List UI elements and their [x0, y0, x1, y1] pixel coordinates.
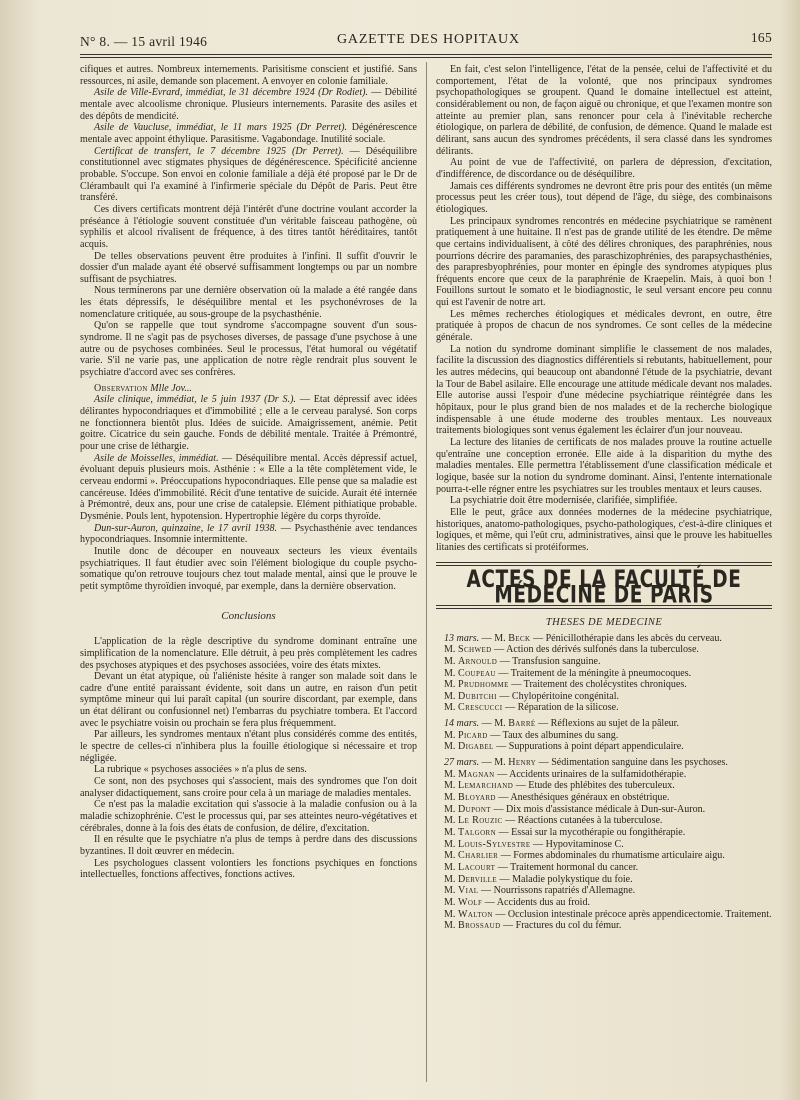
paragraph: Les psychologues classent volontiers les fonctions psychiques en fonctions intellectuelles, fonctions affectives, fonctions actives. [80, 857, 417, 881]
certificate-text: — Déséquilibre constitutionnel avec stigmates physiques de dégénérescence. Spécificité ancienne probable. S'occupe. Son envoi en colonie familiale a déjà été proposé par le Dr de Clérambault qui l'a examiné à l'infirmerie spéciale du Dépôt de Paris. Peut être transféré. [80, 145, 417, 204]
thesis-title: — Essai sur la mycothérapie ou fongithérapie. [496, 827, 686, 839]
thesis-entry: M. Schwed — Action des dérivés sulfonés dans la tuberculose. [444, 644, 699, 656]
thesis-entry: M. Picard — Taux des albumines du sang. [444, 729, 619, 741]
thesis-entry: M. Arnould — Transfusion sanguine. [444, 655, 601, 667]
certificate-source: Dun-sur-Auron, quinzaine, le 17 avril 1938. [94, 522, 278, 534]
paragraph: La psychiatrie doit être modernisée, clarifiée, simplifiée. [450, 495, 678, 507]
thesis-author: Louis-Sylvestre [457, 838, 531, 850]
thesis-title: — Traitement hormonal du cancer. [495, 862, 639, 873]
thesis-title: — Accidents urinaires de la sulfamidothérapie. [494, 768, 687, 780]
observation-label: Observation [94, 382, 148, 394]
thesis-title: — Occlusion intestinale précoce après appendicectomie. Traitement. [492, 908, 772, 920]
certificate-entry [80, 122, 417, 145]
thesis-entry: M. Walton — Occlusion intestinale précoce après appendicectomie. Traitement. [444, 908, 772, 920]
thesis-entry: M. Lemarchand — Etude des phlébites des tuberculeux. [444, 780, 675, 792]
thesis-author: Schwed [457, 644, 492, 656]
thesis-author: Barré [508, 718, 536, 730]
thesis-entry: M. Vial — Nourrissons rapatriés d'Allemagne. [444, 885, 636, 897]
certificate-entry [80, 523, 417, 546]
thesis-author: Arnould [457, 655, 498, 667]
paragraph: Il en résulte que le psychiatre n'a plus de temps à perdre dans des discussions byzantines. Il doit œuvrer en médecin. [80, 834, 417, 857]
certificate-source: Asile de Ville-Evrard, immédiat, le 31 décembre 1924 (Dr Rodiet). [94, 87, 368, 99]
thesis-title: — Transfusion sanguine. [497, 655, 601, 667]
thesis-author: Coupeau [457, 667, 496, 679]
certificate-text: — Etat dépressif avec idées délirantes hypocondriaques et d'immobilité ; elle a le cerveau paralysé. Son corps ne fonctionnera bientôt plus. Idées de suicide. Amaigrissement, anémie. Petit goitre. Cicatrice du sein gauche. Fonds de débilité mentale. Traitée à Prémontré, pour une crise de léthargie. [80, 394, 417, 452]
journal-title: GAZETTE DES HOPITAUX [337, 32, 520, 47]
thesis-author: Walton [457, 908, 493, 920]
thesis-title: — Dix mois d'assistance médicale à Dun-sur-Auron. [490, 803, 706, 815]
left-column [80, 64, 417, 881]
thesis-author: Beck [508, 632, 531, 644]
thesis-date: 14 mars. [444, 718, 480, 730]
conclusions-heading: Conclusions [221, 609, 276, 622]
paragraph: De telles observations peuvent être produites à l'infini. Il suffit d'ouvrir le dossier d'un malade ayant été observé suffisamment longtemps ou par un nombre suffisant de psychiatres. [80, 250, 417, 285]
certificate-text: Dégénérescence mentale avec appoint éthylique. Parasitisme. Vagabondage. Inutilité sociale. [80, 122, 417, 145]
thesis-title: — Sédimentation sanguine dans les psychoses. [536, 757, 728, 769]
thesis-author: Brossaud [457, 920, 501, 932]
observation-heading [80, 383, 417, 395]
column-separator [426, 62, 427, 1082]
thesis-author: Le Rouzic [457, 815, 503, 827]
thesis-title: — Anesthésiques généraux en obstétrique. [495, 792, 670, 804]
certificate-source: Certificat de transfert, le 7 décembre 1925 (Dr Perret). [94, 145, 344, 157]
right-column [436, 64, 772, 932]
certificate-source: Asile clinique, immédiat, le 5 juin 1937 (Dr S.). [94, 394, 296, 406]
paragraph: Jamais ces différents syndromes ne devront être pris pour des entités (un même processus peut les créer tous), tout dépend de l'âge, du siège, des combinaisons étiologiques. [436, 180, 772, 215]
certificate-entry [80, 87, 417, 122]
certificate-text: — Déséquilibre mental. Accès dépressif actuel, évoluant depuis plusieurs mois. Asthénie : « Elle a la tête complètement vide, le cerveau endormi ». Préoccupations hypocondriaques. Elle pense que sa maladie est cancéreuse. Idées d'immobilité. Récit d'une tentative de suicide. Aurait été internée à Prémontré, deux ans, pour une crise de catalepsie. Elément pithiatique probable. Dysménie. Pouls lent, hypotension. Hypertrophie légère du corps thyroïde. [80, 452, 417, 522]
thesis-title: — Taux des albumines du sang. [487, 729, 619, 741]
thesis-entry: M. Bloyard — Anesthésiques généraux en obstétrique. [444, 792, 670, 804]
thesis-author: Crescucci [457, 702, 503, 714]
paragraph: La lecture des litanies de certificats de nos malades prouve la routine actuelle qu'entraîne une conception erronée. Elle aide à la disparition du mythe des maladies mentales. Elle permettra l'établissement d'une classification médicale et logique, basée sur la notion du syndrome dominant. Ainsi, l'entente internationale pourra-t-elle régner entre les psychiatres sur les troubles mentaux et leurs causes. [436, 437, 772, 495]
thesis-title: — Hypovitaminose C. [530, 838, 624, 850]
thesis-title: — Traitement de la méningite à pneumocoques. [495, 667, 692, 679]
thesis-entry: M. Brossaud — Fractures du col du fémur. [444, 920, 622, 932]
paragraph: La rubrique « psychoses associées » n'a plus de sens. [94, 764, 307, 776]
section-title: ACTES DE LA FACULTÉ DE MÉDECINE DE PARIS [466, 565, 742, 609]
thesis-entry: M. Prudhomme — Traitement des cholécystites chroniques. [444, 679, 687, 691]
issue-date: N° 8. — 15 avril 1946 [80, 34, 208, 49]
thesis-author: Vial [457, 885, 479, 897]
thesis-title: — Maladie polykystique du foie. [497, 873, 633, 885]
thesis-entry: M. Lacourt — Traitement hormonal du cancer. [444, 862, 639, 873]
thesis-entry: 14 mars. — M. Barré — Réflexions au sujet de la pâleur. [444, 718, 679, 730]
certificate-entry [80, 146, 417, 204]
thesis-author: Prudhomme [457, 679, 509, 691]
thesis-date: 13 mars. [444, 632, 480, 644]
paragraph: Les mêmes recherches étiologiques et médicales devront, en outre, être pratiquée à propos de chacun de nos syndromes. Ce sont celles de la médecine générale. [436, 308, 772, 344]
header-rule-thin [80, 57, 772, 58]
thesis-author: Magnan [457, 768, 495, 780]
thesis-date: 27 mars. [444, 757, 480, 769]
paragraph: Ces divers certificats montrent déjà l'intérêt d'une doctrine voulant accorder la préséance à l'étiologie souvent constituée d'un véritable faisceau pathogène, où syphilis et alcool rivalisent de fréquence, à des titres tantôt héréditaires, tantôt acquis. [80, 203, 417, 250]
thesis-title: — Pénicillothérapie dans les abcès du cerveau. [530, 632, 722, 644]
paragraph: cifiques et autres. Nombreux internements. Parisitisme conscient et justifié. Sans ressources, ni asile, demande son placement. A envoyer en colonie familiale. [80, 64, 417, 87]
thesis-author: Lacourt [457, 862, 496, 873]
thesis-entry: M. Digabel — Suppurations à point départ appendiculaire. [444, 741, 684, 753]
paragraph: La notion du syndrome dominant simplifie le classement de nos malades, facilite la discussion des diagnostics différentiels si rebutants, habituellement, pour les autres médecins, qui beaucoup ont abandonné l'étude de la psychiatrie, devant la Tour de Babel asilaire. Elle encourage une attitude médicale devant nos malades. Elle autorise aussi l'espoir d'une médecine psychiatrique réintégrée dans les hôpitaux, pour le plus grand bien de nos malades et de la recherche biologique indispensable à une étude moderne des troubles mentaux. Les nouveaux traitements biologiques sont venus également les éclairer d'un jour nouveau. [436, 343, 772, 437]
thesis-author: Henry [508, 757, 537, 769]
thesis-author: Bloyard [457, 792, 496, 804]
paragraph: Elle le peut, grâce aux données modernes de la médecine psychiatrique, historiques, anatomo-pathologiques, psycho-pathologiques, c'est-à-dire cliniques et logiques, et même, qui l'eût cru, administratives, ainsi que le prouve les habituelles litanies des certificats si protéiformes. [436, 506, 772, 553]
thesis-entry: M. Derville — Maladie polykystique du foie. [444, 873, 633, 885]
theses-list [436, 633, 772, 932]
thesis-author: Dubitchi [457, 690, 497, 702]
thesis-title: — Fractures du col du fémur. [500, 920, 622, 932]
thesis-entry: M. Dupont — Dix mois d'assistance médicale à Dun-sur-Auron. [444, 803, 706, 815]
thesis-entry: M. Magnan — Accidents urinaires de la sulfamidothérapie. [444, 768, 687, 780]
thesis-title: — Réactions cutanées à la tuberculose. [502, 815, 663, 827]
paragraph: Au point de vue de l'affectivité, on parlera de dépression, d'excitation, d'indifférence, de discordance ou de déséquilibre. [436, 157, 772, 180]
thesis-entry: M. Talgorn — Essai sur la mycothérapie ou fongithérapie. [444, 827, 686, 839]
thesis-author: Dupont [457, 803, 491, 815]
thesis-entry: M. Coupeau — Traitement de la méningite à pneumocoques. [444, 667, 692, 679]
thesis-title: — Traitement des cholécystites chroniques. [508, 679, 687, 691]
thesis-author: Derville [457, 873, 498, 885]
paragraph: Inutile donc de découper en nouveaux secteurs les vieux éventails psychiatriques. Il faut étudier avec soin l'élément biologique du couple psycho-somatique qu'on retrouve toujours chez tout malade mental, ainsi que le prouve le petit symptôme thyroïdien invoqué, par exemple, dans la dernière observation. [80, 545, 417, 592]
certificate-text: — Psychasthénie avec tendances hypocondriaques. Insomnie intermittente. [80, 522, 417, 546]
certificate-source: Asile de Moisselles, immédiat. [94, 452, 219, 464]
paragraph: Nous terminerons par une dernière observation où la malade a été rangée dans les états dépressifs, le déséquilibre mental et les psychonévroses de la nomenclature critiquée, au sous-groupe de la psychasthénie. [80, 285, 417, 320]
thesis-author: Digabel [457, 741, 494, 753]
thesis-entry: M. Louis-Sylvestre — Hypovitaminose C. [444, 838, 624, 850]
certificate-entry [80, 394, 417, 452]
thesis-title: — Chylopéritoine congénital. [496, 690, 620, 702]
observation-patient: Mlle Jov... [147, 382, 192, 394]
thesis-entry: M. Wolf — Accidents dus au froid. [444, 896, 590, 908]
certificate-source: Asile de Vaucluse, immédiat, le 11 mars 1925 (Dr Perret). [94, 122, 347, 134]
thesis-entry: M. Crescucci — Réparation de la silicose. [444, 702, 619, 714]
thesis-title: — Suppurations à point départ appendiculaire. [493, 741, 684, 753]
certificate-entry [80, 453, 417, 523]
thesis-entry: M. Dubitchi — Chylopéritoine congénital. [444, 690, 620, 702]
header-rule [80, 54, 772, 55]
paragraph: Les principaux syndromes rencontrés en médecine psychiatrique se ramènent pratiquement à une huitaine. Il n'est pas de grande utilité de les étendre. De même que certains individualisent, à côté des délires chroniques, des paraphrénies, nous pourrions décrire des paramanies, des paraschizophrénies, des parapsychasthénies, des parapresbyophrénies, pour monter en épingle des syndromes atypiques plus fréquents encore que ceux de la paraphrénie de Kraepelin. Mais, à quoi bon ! Fouillons surtout le somato et le biodiagnostic, le seul versant encore peu connu qui est l'avenir de notre art. [436, 215, 772, 309]
thesis-title: — Nourrissons rapatriés d'Allemagne. [478, 885, 636, 897]
paragraph: En fait, c'est selon l'intelligence, l'état de la pensée, celui de l'affectivité et du comportement, l'état de la volonté, que nos principaux syndromes psychopathologiques se groupent. Quand le domaine intellectuel est atteint, considérablement ou non, de façon aiguë ou chronique, et que l'examen montre son atteinte au premier plan, sans renoncer pour cela à l'inévitable recherche étiologique, on parlera de débilité, de confusion, de démence. Quand le malade est délirant, sans aucun des syndromes précédents, il sera classé dans les syndromes délirants. [436, 64, 772, 157]
paragraph: Ce sont, non des psychoses qui s'associent, mais des syndromes que l'on doit analyser didactiquement, sans croire pour cela à un mariage de maladies mentales. [80, 776, 417, 799]
theses-heading: THESES DE MEDECINE [545, 616, 663, 628]
thesis-title: — Formes abdominales du rhumatisme articulaire aigu. [498, 850, 725, 862]
thesis-entry: M. Le Rouzic — Réactions cutanées à la tuberculose. [444, 815, 663, 827]
paragraph: Ce n'est pas la maladie excitation qui s'associe à la maladie confusion ou à la maladie schizophrénie. C'est le processus qui, par ses atteintes neuro-végétatives et cérébrales, donne à la fois des états de confusion, de délire, d'excitation. [80, 799, 417, 834]
thesis-author: Talgorn [457, 827, 497, 839]
thesis-author: Picard [457, 729, 488, 741]
thesis-entry: 27 mars. — M. Henry — Sédimentation sanguine dans les psychoses. [444, 757, 728, 769]
certificate-text: — Débilité mentale avec alcoolisme chronique. Plusieurs internements. Parasite des asiles et des dépôts de mendicité. [80, 87, 417, 122]
thesis-entry: M. Charlier — Formes abdominales du rhumatisme articulaire aigu. [444, 850, 725, 862]
thesis-title: — Action des dérivés sulfonés dans la tuberculose. [491, 644, 699, 656]
thesis-author: Lemarchand [457, 780, 514, 792]
thesis-title: — Réparation de la silicose. [502, 702, 619, 714]
page-header [80, 30, 772, 52]
paragraph: Devant un état atypique, où l'aliéniste hésite à ranger son malade soit dans le cadre d'une entité paraissant évidente, soit dans un autre, en raison d'un petit symptôme mineur qui lui paraît capital (un sourire discordant, par exemple, dans un état délirant ou confusionnel net) l'embarras du psychiatre tombera. Et l'accord avec le psychiatre voisin ou prochain se fera plus fréquemment. [80, 671, 417, 729]
thesis-author: Charlier [457, 850, 499, 862]
thesis-title: — Accidents dus au froid. [482, 896, 590, 908]
thesis-title: — Réflexions au sujet de la pâleur. [535, 718, 679, 730]
thesis-title: — Etude des phlébites des tuberculeux. [513, 780, 675, 792]
paragraph: Qu'on se rappelle que tout syndrome s'accompagne souvent d'un sous-syndrome. Il ne s'agit pas de psychoses diverses, de passage d'une psychose à une autre ou de psychoses combinées. Seul le processus, l'état humoral ou végétatif varie. S'il ne varie pas, une application de notre règle rendrait plus souvent le psychiatre d'accord avec ses confrères. [80, 320, 417, 379]
thesis-entry: 13 mars. — M. Beck — Pénicillothérapie dans les abcès du cerveau. [444, 632, 722, 644]
paragraph: L'application de la règle descriptive du syndrome dominant entraîne une simplification de la nomenclature. Elle détruit, à peu près complètement les cadres des psychoses atypiques et des psychoses associées, voire des états mixtes. [80, 636, 417, 671]
thesis-author: Wolf [457, 896, 483, 908]
paragraph: Par ailleurs, les syndromes mentaux n'étant plus considérés comme des entités, le spectre de celles-ci n'inhibera plus la fouille étiologique si nécessaire et trop négligée. [80, 729, 417, 764]
page-number: 165 [750, 30, 772, 45]
section-rule [436, 562, 772, 566]
